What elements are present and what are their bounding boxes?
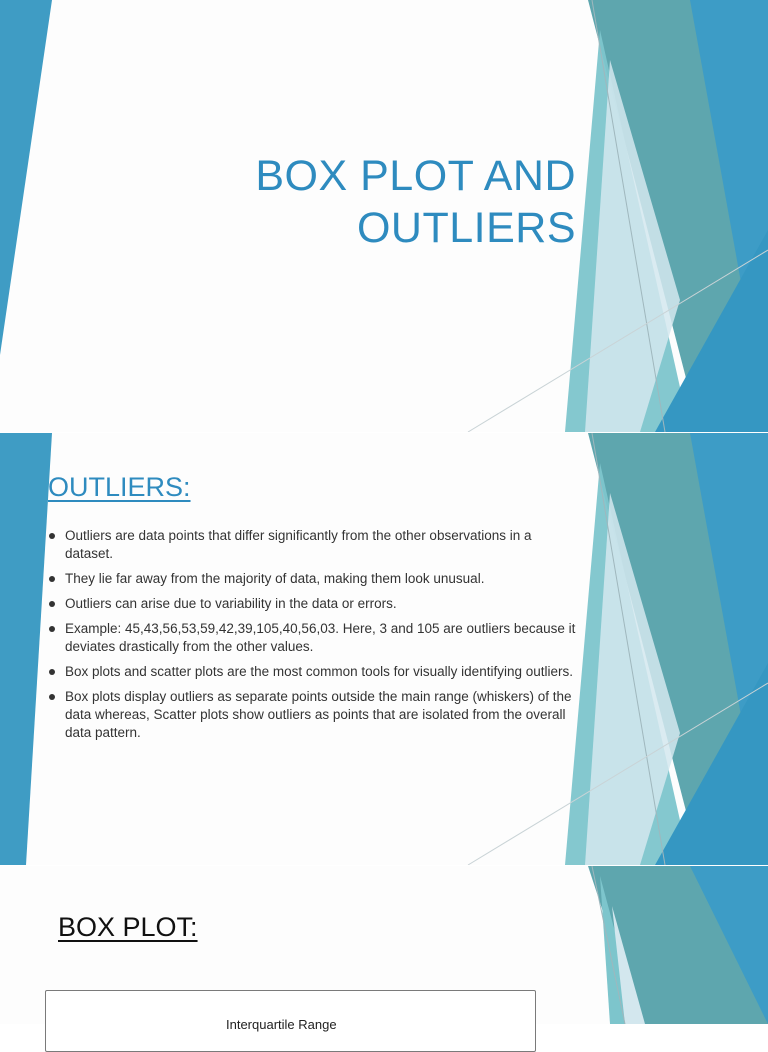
bullet-item: Example: 45,43,56,53,59,42,39,105,40,56,03. Here, 3 and 105 are outliers because it deviates drastically from the other values. [46,620,581,656]
bullet-item: Box plots and scatter plots are the most common tools for visually identifying outliers. [46,663,581,681]
bullet-item: Outliers can arise due to variability in the data or errors. [46,595,581,613]
bullet-item: Outliers are data points that differ significantly from the other observations in a dataset. [46,527,581,563]
slide-title: BOX PLOT AND OUTLIERS [255,152,576,252]
bullet-item: Box plots display outliers as separate points outside the main range (whiskers) of the data whereas, Scatter plots show outliers as points that are isolated from the overall data pattern. [46,688,581,742]
outliers-heading: OUTLIERS: [48,472,191,502]
title-slide [0,0,768,432]
bullet-item: They lie far away from the majority of data, making them look unusual. [46,570,581,588]
figure-caption: Interquartile Range [226,1017,337,1032]
box-plot-heading: BOX PLOT: [58,912,198,942]
outliers-bullet-list [46,527,581,749]
box-plot-figure [45,990,536,1052]
